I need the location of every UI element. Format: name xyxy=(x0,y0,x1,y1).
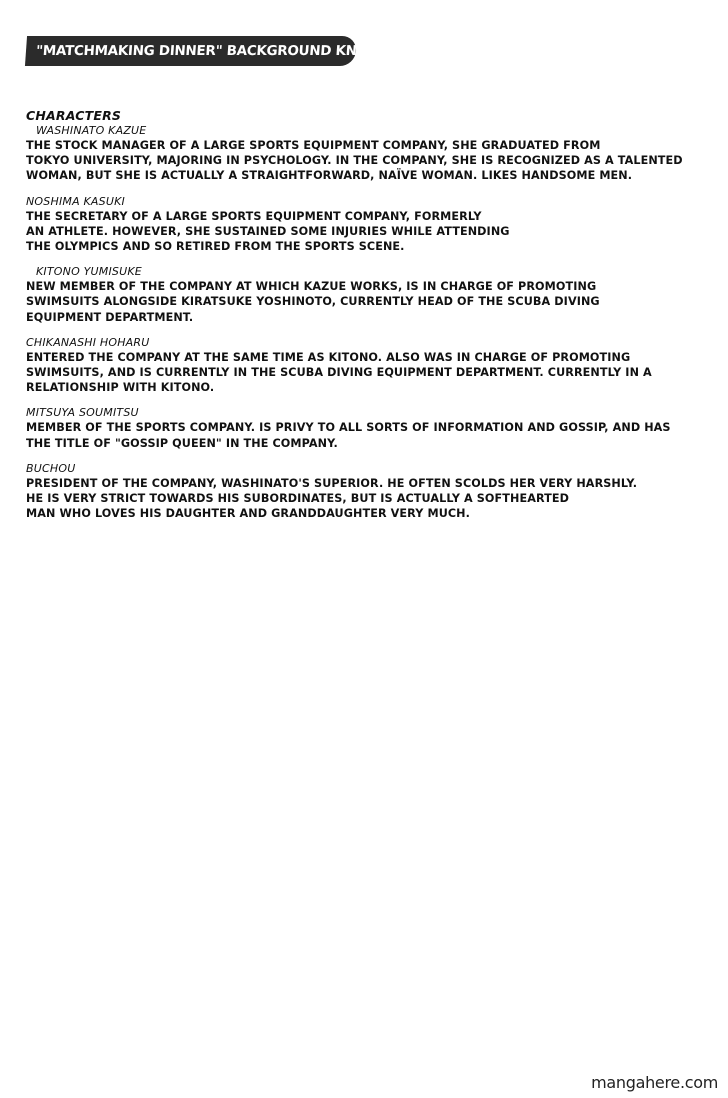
description-line: MEMBER OF THE SPORTS COMPANY. IS PRIVY TO ALL SORTS OF INFORMATION AND GOSSIP, AND HAS xyxy=(26,421,671,435)
description-line: WOMAN, BUT SHE IS ACTUALLY A STRAIGHTFORWARD, NAÏVE WOMAN. LIKES HANDSOME MEN. xyxy=(26,169,633,183)
description-line: THE TITLE OF "GOSSIP QUEEN" IN THE COMPANY. xyxy=(26,436,338,450)
description-line: EQUIPMENT DEPARTMENT. xyxy=(26,310,194,324)
character-description xyxy=(26,209,706,255)
character-entry-mitsuya xyxy=(26,405,706,450)
character-entry-noshima xyxy=(26,194,706,255)
character-entry-kitono xyxy=(26,264,706,325)
page-title: "MATCHMAKING DINNER" BACKGROUND KNOWLEDGE xyxy=(35,43,431,59)
character-description xyxy=(26,420,706,450)
character-description xyxy=(26,350,706,396)
character-name: CHIKANASHI HOHARU xyxy=(26,335,150,349)
character-description xyxy=(26,138,706,184)
description-line: AN ATHLETE. HOWEVER, SHE SUSTAINED SOME INJURIES WHILE ATTENDING xyxy=(26,224,510,238)
description-line: RELATIONSHIP WITH KITONO. xyxy=(26,381,215,395)
description-line: SWIMSUITS, AND IS CURRENTLY IN THE SCUBA DIVING EQUIPMENT DEPARTMENT. CURRENTLY IN A xyxy=(26,366,652,380)
description-line: HE IS VERY STRICT TOWARDS HIS SUBORDINATES, BUT IS ACTUALLY A SOFTHEARTED xyxy=(26,492,570,506)
description-line: NEW MEMBER OF THE COMPANY AT WHICH KAZUE WORKS, IS IN CHARGE OF PROMOTING xyxy=(26,280,597,294)
description-line: THE STOCK MANAGER OF A LARGE SPORTS EQUIPMENT COMPANY, SHE GRADUATED FROM xyxy=(26,139,601,152)
character-entry-chikanashi xyxy=(26,335,706,396)
description-line: SWIMSUITS ALONGSIDE KIRATSUKE YOSHINOTO, CURRENTLY HEAD OF THE SCUBA DIVING xyxy=(26,295,600,309)
character-name: MITSUYA SOUMITSU xyxy=(26,406,139,420)
character-entry-washinato xyxy=(26,123,706,184)
character-description xyxy=(26,279,706,325)
character-entry-buchou xyxy=(26,461,706,522)
description-line: THE SECRETARY OF A LARGE SPORTS EQUIPMENT COMPANY, FORMERLY xyxy=(26,209,482,223)
site-watermark: mangahere.com xyxy=(591,1073,718,1092)
character-name: BUCHOU xyxy=(26,461,76,475)
section-heading: CHARACTERS xyxy=(26,108,122,123)
description-line: ENTERED THE COMPANY AT THE SAME TIME AS KITONO. ALSO WAS IN CHARGE OF PROMOTING xyxy=(26,350,631,364)
description-line: THE OLYMPICS AND SO RETIRED FROM THE SPORTS SCENE. xyxy=(26,240,405,254)
description-line: MAN WHO LOVES HIS DAUGHTER AND GRANDDAUGHTER VERY MUCH. xyxy=(26,507,471,521)
characters-section xyxy=(26,108,706,531)
character-description xyxy=(26,476,706,522)
description-line: PRESIDENT OF THE COMPANY, WASHINATO'S SUPERIOR. HE OFTEN SCOLDS HER VERY HARSHLY. xyxy=(26,476,638,490)
character-name: KITONO YUMISUKE xyxy=(36,265,142,279)
character-name: NOSHIMA KASUKI xyxy=(26,194,125,208)
character-name: WASHINATO KAZUE xyxy=(36,124,147,137)
page-title-banner xyxy=(25,36,431,66)
description-line: TOKYO UNIVERSITY, MAJORING IN PSYCHOLOGY. IN THE COMPANY, SHE IS RECOGNIZED AS A TALENTED xyxy=(26,154,683,168)
